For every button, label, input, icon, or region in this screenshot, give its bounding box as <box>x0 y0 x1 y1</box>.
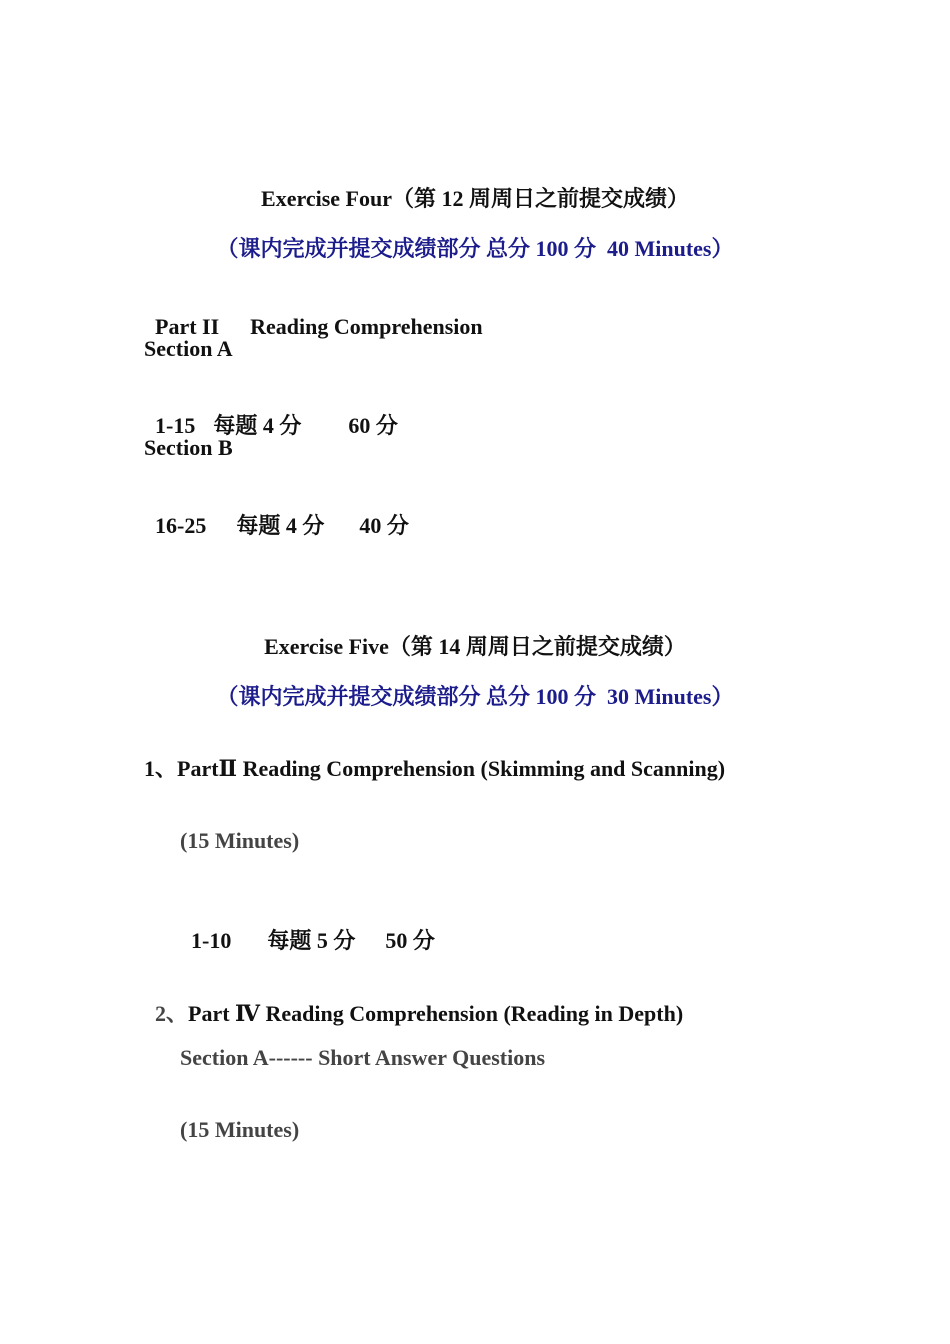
section-b-total: 40 分 <box>359 513 409 538</box>
item1-heading: 1、PartⅡ Reading Comprehension (Skimming and Scanning) <box>144 756 726 781</box>
section-a-total: 60 分 <box>348 413 398 438</box>
section-b-each: 每题 4 分 <box>236 513 325 538</box>
item1-total: 50 分 <box>385 928 435 953</box>
item1-time: (15 Minutes) <box>180 828 300 853</box>
exercise-four-subtitle: （课内完成并提交成绩部分 总分 100 分 40 Minutes） <box>216 236 734 261</box>
section-a-heading: Section A <box>144 336 233 361</box>
part-label: Part II <box>155 314 220 339</box>
part-title: Reading Comprehension <box>250 314 483 339</box>
section-a-scoring <box>144 384 398 440</box>
section-b-heading: Section B <box>144 435 233 460</box>
item1-range: 1-10 <box>191 928 232 953</box>
item2-number: 2、 <box>155 1001 189 1026</box>
section-a-range: 1-15 <box>155 413 196 438</box>
part-ii-heading <box>144 285 483 341</box>
item2-time: (15 Minutes) <box>180 1117 300 1142</box>
exercise-five-title: Exercise Five（第 14 周周日之前提交成绩） <box>264 634 686 659</box>
section-b-range: 16-25 <box>155 513 207 538</box>
section-b-scoring <box>144 484 409 540</box>
item1-each: 每题 5 分 <box>267 928 356 953</box>
item2-heading: Part Ⅳ Reading Comprehension (Reading in Depth) <box>188 1001 684 1026</box>
item2-section: Section A------ Short Answer Questions <box>180 1045 546 1070</box>
exercise-four-title: Exercise Four（第 12 周周日之前提交成绩） <box>261 186 689 211</box>
exercise-five-subtitle: （课内完成并提交成绩部分 总分 100 分 30 Minutes） <box>216 684 734 709</box>
item2-heading-line <box>144 972 683 1028</box>
item1-scoring <box>180 899 435 955</box>
section-a-each: 每题 4 分 <box>213 413 302 438</box>
